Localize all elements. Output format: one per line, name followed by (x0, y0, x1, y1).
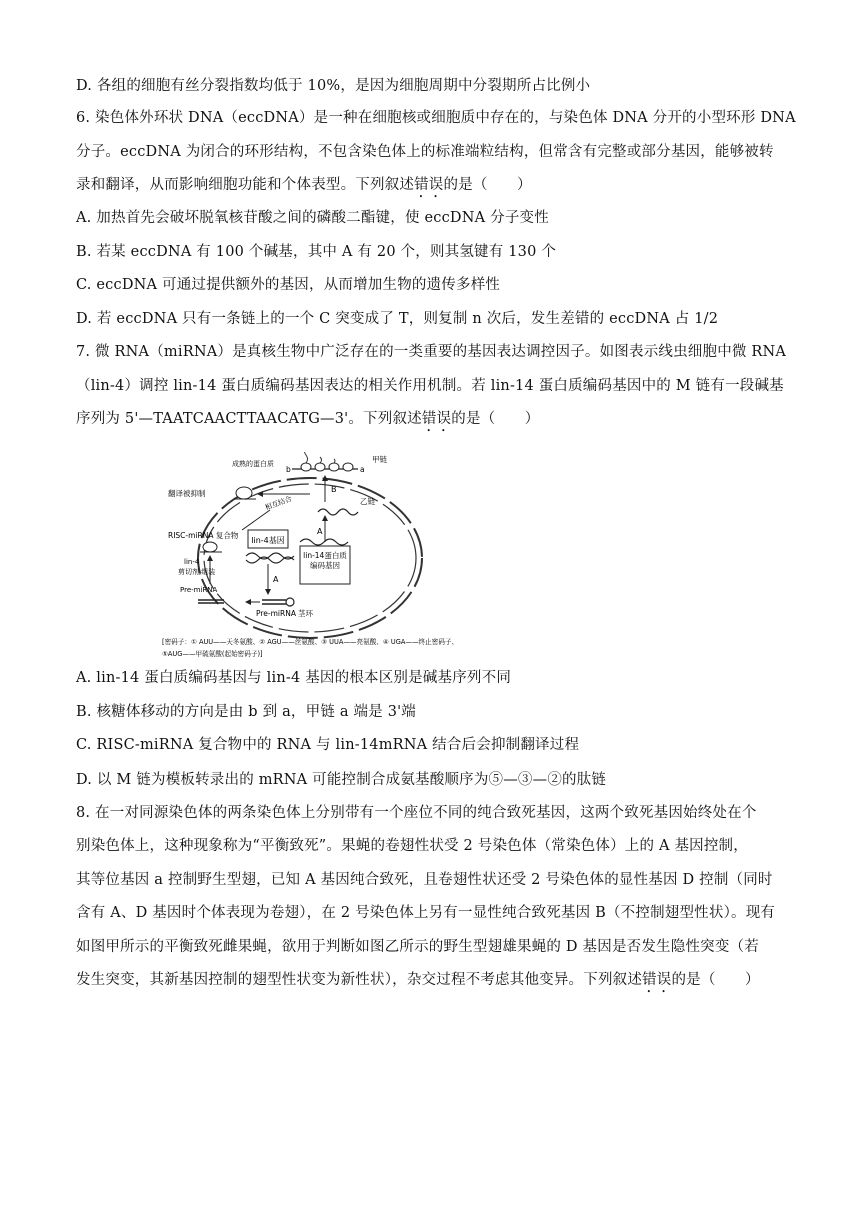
q7-option-b: B. 核糖体移动的方向是由 b 到 a，甲链 a 端是 3'端 (76, 704, 417, 720)
pre-mirna-loop (286, 598, 294, 606)
stem-loop-label: 茎环 (298, 609, 313, 618)
codon-legend-line1: [密码子：① AUU——天冬氨酸、② AGU——丝氨酸、③ UUA——亮氨酸、④ UGA——终止密码子、 (162, 638, 459, 646)
q5-option-d: D. 各组的细胞有丝分裂指数均低于 10%，是因为细胞周期中分裂期所占比例小 (76, 78, 591, 94)
q7-stem-line3: 序列为 5'—TAATCAACTTAACATG—3'。下列叙述错误的是（ ） (76, 411, 540, 427)
q6-stem-line2: 分子。eccDNA 为闭合的环形结构，不包含染色体上的标准端粒结构，但常含有完整或部分基因，能够被转 (76, 144, 774, 160)
q8-stem-line2: 别染色体上，这种现象称为“平衡致死”。果蝇的卷翅性状受 2 号染色体（常染色体）上的 A 基因控制， (76, 838, 748, 854)
lin4-dna-strand2 (246, 557, 294, 563)
codon-legend-line2: ⑤AUG——甲硫氨酸(起始密码子)] (162, 650, 263, 658)
processing-label: 剪切剂,组装 (178, 568, 216, 576)
inhibited-ribosome (236, 487, 252, 499)
q6-stem-line3: 录和翻译，从而影响细胞功能和个体表型。下列叙述错误的是（ ） (76, 177, 532, 193)
q8-stem-line1: 8. 在一对同源染色体的两条染色体上分别带有一个座位不同的纯合致死基因，这两个致死基因始终处在个 (76, 805, 757, 821)
emphasis-text: 错误 (642, 972, 672, 988)
chain-jia-label: 甲链 (372, 455, 387, 464)
risc-complex-label: RISC-miRNA 复合物 (168, 531, 239, 540)
pre-mirna-loop-label: Pre-miRNA (256, 609, 296, 618)
lin4-gene-label: lin-4基因 (251, 536, 285, 545)
chain-yi-label: 乙链 (360, 497, 375, 506)
risc-complex-shape (203, 542, 217, 552)
lin14-dna-strand (300, 539, 348, 545)
lin4-dna-strand (246, 553, 294, 559)
b-end-label: b (286, 465, 291, 474)
q7-stem-line2: （lin-4）调控 lin-14 蛋白质编码基因表达的相关作用机制。若 lin-14 蛋白质编码基因中的 M 链有一段碱基 (76, 378, 784, 394)
mrna-yi-chain (318, 509, 358, 515)
q6-option-c: C. eccDNA 可通过提供额外的基因，从而增加生物的遗传多样性 (76, 277, 501, 293)
mirna-mechanism-figure (160, 452, 485, 662)
pre-mirna-label: Pre-miRNA (180, 586, 218, 594)
emphasis-text: 错误 (421, 411, 452, 427)
q7-option-c: C. RISC-miRNA 复合物中的 RNA 与 lin-14mRNA 结合后会抑制翻译过程 (76, 737, 580, 753)
q7-option-d: D. 以 M 链为模板转录出的 mRNA 可能控制合成氨基酸顺序为⑤—③—②的肽链 (76, 772, 607, 788)
q8-stem-line6: 发生突变，其新基因控制的翅型性状变为新性状），杂交过程不考虑其他变异。下列叙述错误的是（ ） (76, 972, 760, 988)
translation-inhibited-label: 翻译被抑制 (168, 489, 206, 498)
q7-option-a: A. lin-14 蛋白质编码基因与 lin-4 基因的根本区别是碱基序列不同 (76, 670, 512, 686)
step-a-label-lower: A (273, 575, 279, 584)
q7-stem-line1: 7. 微 RNA（miRNA）是真核生物中广泛存在的一类重要的基因表达调控因子。如图表示线虫细胞中微 RNA (76, 344, 787, 360)
mutual-binding-label: 相互结合 (263, 494, 293, 512)
step-b-label: B (331, 485, 337, 494)
arrow-binding (242, 510, 270, 530)
q6-option-d: D. 若 eccDNA 只有一条链上的一个 C 突变成了 T，则复制 n 次后，发生差错的 eccDNA 占 1/2 (76, 311, 719, 327)
q8-stem-line5: 如图甲所示的平衡致死雌果蝇，欲用于判断如图乙所示的野生型翅雄果蝇的 D 基因是否发生隐性突变（若 (76, 939, 759, 955)
q6-stem-line1: 6. 染色体外环状 DNA（eccDNA）是一种在细胞核或细胞质中存在的，与染色体 DNA 分开的小型环形 DNA (76, 110, 796, 126)
lin4-label: lin-4 (184, 558, 200, 566)
q8-stem-line4: 含有 A、D 基因时个体表现为卷翅），在 2 号染色体上另有一显性纯合致死基因 B（不控制翅型性状）。现有 (76, 905, 776, 921)
a-end-label: a (360, 465, 365, 474)
q6-option-a: A. 加热首先会破坏脱氧核苷酸之间的磷酸二酯键，使 eccDNA 分子变性 (76, 210, 549, 226)
figure-drawing (160, 452, 485, 662)
lin14-gene-label2: 编码基因 (310, 561, 340, 570)
mature-protein-label: 成熟的蛋白质 (232, 460, 274, 468)
step-a-label-upper: A (317, 527, 323, 536)
emphasis-text: 错误 (414, 177, 444, 193)
q8-stem-line3: 其等位基因 a 控制野生型翅，已知 A 基因纯合致死，且卷翅性状还受 2 号染色体的显性基因 D 控制（同时 (76, 872, 773, 888)
q6-option-b: B. 若某 eccDNA 有 100 个碱基，其中 A 有 20 个，则其氢键有 130 个 (76, 244, 557, 260)
lin14-gene-label1: lin-14蛋白质 (303, 551, 347, 560)
